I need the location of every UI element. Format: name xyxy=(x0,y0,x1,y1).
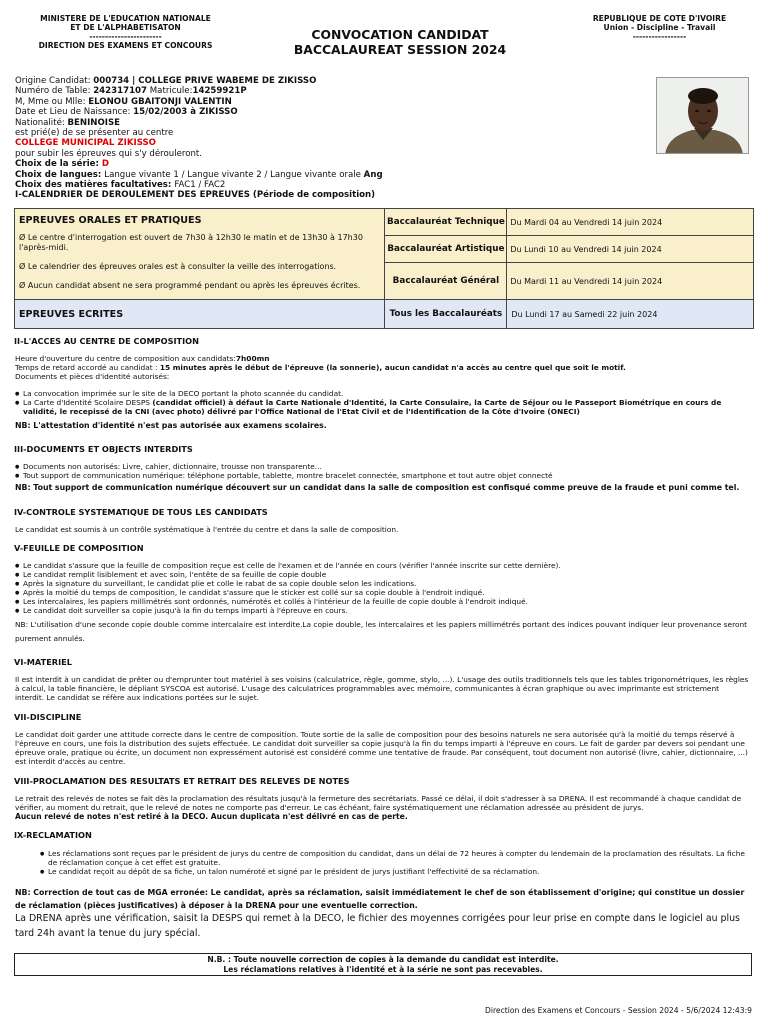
candidate-name: ELONOU GBAITONJI VALENTIN xyxy=(88,96,232,107)
section-body: Il est interdit à un candidat de prêter ou d'emprunter tout matériel à ses voisins (calculatrice, règle, gomme, stylo, ...). L'usage des outils traditionnels tels que les tables trigonométriques, les règles à calcul, la table financière, le dépliant SYSCOA est autorisé. L'usage des calculatrices programmables avec mémoire, communicantes à écran graphique ou avec imprimante est strictement interdit. Le candidat se réfère aux indications portées sur le sujet. xyxy=(15,675,749,703)
republic-name: REPUBLIQUE DE COTE D'IVOIRE xyxy=(592,14,727,23)
notice-line: Les réclamations relatives à l'identité et à la série ne sont pas recevables. xyxy=(223,965,543,974)
origin-line xyxy=(15,76,645,86)
text: La Carte d'Identité Scolaire DESPS xyxy=(23,398,153,408)
separator: ----------------- xyxy=(632,32,687,41)
drena-paragraph: La DRENA après une vérification, saisit la DESPS qui remet à la DECO, le fichier des moyennes corrigées pour leur prise en compte dans le logiciel au plus tard 24h avant la tenue du jury spécial. xyxy=(15,913,740,940)
oral-note: Ø Le centre d'interrogation est ouvert de 7h30 à 12h30 le matin et de 13h30 à 17h30 l'après-midi. xyxy=(19,233,363,252)
bac-dates: Du Mardi 04 au Vendredi 14 juin 2024 xyxy=(507,209,754,236)
label: Matricule: xyxy=(147,86,193,97)
section-title: IX-RECLAMATION xyxy=(14,830,92,840)
title-line-2: BACCALAUREAT SESSION 2024 xyxy=(293,42,507,57)
table-line xyxy=(15,86,645,96)
oral-cell xyxy=(15,209,385,300)
label: M, Mme ou Mlle: xyxy=(15,96,89,107)
section-body xyxy=(15,462,750,492)
section-body: Le candidat doit garder une attitude correcte dans le centre de composition. Toute sortie de la salle de composition pour des besoins naturels ne sera autorisée qu'à la moitié du temps réservé à l'épreuve en cours, une fois la distribution des sujets effectuée. Le candidat doit surveiller sa copie jusqu'à la fin du temps imparti à l'épreuve en cours. Le fait de garder par devers soi pendant une épreuve orale, pratique ou écrite, un document non expressément autorisé est considéré comme une tentative de fraude. Par conséquent, tout document non autorisé (livre, cahier, dictionnaire, ...) est interdit d'accès au centre. xyxy=(15,730,748,767)
opening-hour xyxy=(15,354,750,363)
bac-dates: Du Lundi 10 au Vendredi 14 juin 2024 xyxy=(507,236,754,263)
delay-line xyxy=(15,363,750,372)
notice-box xyxy=(14,953,752,976)
list-item: ● Documents non autorisés: Livre, cahier, dictionnaire, trousse non transparente... xyxy=(15,462,750,471)
section-body: Le candidat est soumis à un contrôle systématique à l'entrée du centre et dans la salle de composition. xyxy=(15,525,399,534)
exam-calendar-table xyxy=(14,208,754,329)
matricule: 14259921P xyxy=(192,86,247,97)
exam-centre: COLLEGE MUNICIPAL ZIKISSO xyxy=(15,138,156,149)
list-item: ● Le candidat remplit lisiblement et avec soin, l'entête de sa feuille de copie double xyxy=(15,570,750,579)
table-row xyxy=(15,300,754,329)
ministry-name-2: ET DE L'ALPHABETISATON xyxy=(70,23,181,32)
label: Choix de la série: xyxy=(15,159,102,170)
langue-value: Ang xyxy=(363,169,383,180)
section-title: II-L'ACCES AU CENTRE DE COMPOSITION xyxy=(14,336,199,346)
section-title: IV-CONTROLE SYSTEMATIQUE DE TOUS LES CANDIDATS xyxy=(14,507,268,517)
label: Nationalité: xyxy=(15,117,68,128)
section-title: VIII-PROCLAMATION DES RESULTATS ET RETRAIT DES RELEVES DE NOTES xyxy=(14,776,350,786)
origin-value: 000734 | COLLEGE PRIVE WABEME DE ZIKISSO xyxy=(93,76,317,86)
oral-note: Ø Aucun candidat absent ne sera programmé pendant ou après les épreuves écrites. xyxy=(19,281,361,290)
nationality-line xyxy=(15,118,645,128)
section-title: III-DOCUMENTS ET OBJECTS INTERDITS xyxy=(14,444,193,454)
table-row xyxy=(15,209,754,236)
republic-header xyxy=(572,14,747,41)
list-item: ● Après la moitié du temps de composition, le candidat s'assure que le sticker est collé sur sa copie double à l'endroit indiqué. xyxy=(15,588,750,597)
bac-dates: Du Mardi 11 au Vendredi 14 juin 2024 xyxy=(507,263,754,300)
bac-type: Tous les Baccalauréats xyxy=(385,300,507,329)
nb-note: NB: L'utilisation d'une seconde copie double comme intercalaire est interdite.La copie double, les intercalaires et les papiers millimétrés portant des indices pouvant indiquer leur provenance seront purement annulés. xyxy=(15,619,748,644)
pray-text: est prié(e) de se présenter au centre xyxy=(15,128,174,139)
langues-line xyxy=(15,170,645,180)
oral-note: Ø Le calendrier des épreuves orales est à consulter la veille des interrogations. xyxy=(19,262,337,271)
delay-value: 15 minutes après le début de l'épreuve (la sonnerie), aucun candidat n'a accès au centre quel que soit le motif. xyxy=(159,363,626,373)
list-item: ● Les intercalaires, les papiers millimétrés sont ordonnés, numérotés et collés à l'intérieur de la feuille de copie double à l'endroit indiqué. xyxy=(15,597,750,606)
name-line xyxy=(15,97,645,107)
section-body xyxy=(15,561,750,647)
bac-type: Baccalauréat Artistique xyxy=(385,236,507,263)
label: Numéro de Table: xyxy=(15,86,94,97)
section-title: I-CALENDRIER DE DEROULEMENT DES EPREUVES (Période de composition) xyxy=(15,190,376,201)
list-item: ● Le candidat doit surveiller sa copie jusqu'à la fin du temps imparti à l'épreuve en cours. xyxy=(15,606,750,615)
table-number: 242317107 xyxy=(93,86,148,97)
langues-text: Langue vivante 1 / Langue vivante 2 / Langue vivante orale xyxy=(104,169,364,180)
paragraph: Le retrait des relevés de notes se fait dès la proclamation des résultats jusqu'à la fermeture des secrétariats. Passé ce délai, il doit s'adresser à sa DRENA. Il est recommandé à chaque candidat de vérifier, au moment du retrait, que le relevé de notes ne comporte pas d'erreur. Le cas échéant, faire systématiquement une réclamation adressée au président de jurys. xyxy=(15,794,742,813)
list-item xyxy=(15,398,750,416)
section-title: V-FEUILLE DE COMPOSITION xyxy=(14,543,144,553)
label: Choix des matières facultatives: xyxy=(15,180,175,191)
bac-type: Baccalauréat Général xyxy=(385,263,507,300)
calendar-heading xyxy=(15,190,645,200)
list-item: ● La convocation imprimée sur le site de la DECO portant la photo scannée du candidat. xyxy=(15,389,750,398)
person-photo-icon xyxy=(657,78,749,154)
notice-line: N.B. : Toute nouvelle correction de copies à la demande du candidat est interdite. xyxy=(207,955,559,964)
documents-label: Documents et pièces d'identité autorisés: xyxy=(15,372,170,382)
composition-list xyxy=(15,561,750,616)
label: Temps de retard accordé au candidat : xyxy=(15,363,160,373)
section-body xyxy=(15,354,750,430)
forbidden-list xyxy=(15,462,750,480)
oral-title: EPREUVES ORALES ET PRATIQUES xyxy=(19,215,202,226)
serie-line xyxy=(15,159,645,169)
label: Date et Lieu de Naissance: xyxy=(15,107,134,118)
bac-type: Baccalauréat Technique xyxy=(385,209,507,236)
list-item: ● Après la signature du surveillant, le candidat plie et colle le rabat de sa copie double selon les indications. xyxy=(15,579,750,588)
nationality: BENINOISE xyxy=(67,117,121,128)
section-title: VI-MATERIEL xyxy=(14,657,72,667)
nb-note: NB: Correction de tout cas de MGA erronée: Le candidat, après sa réclamation, saisit immédiatement le chef de son établissement d'origine; qui constitue un dossier de réclamation (pièces justificatives) à déposer à la DRENA pour une eventuelle correction. xyxy=(15,888,745,910)
documents-list xyxy=(15,389,750,416)
ministry-name: MINISTERE DE L'EDUCATION NATIONALE xyxy=(40,14,211,23)
page-footer: Direction des Examens et Concours - Session 2024 - 5/6/2024 12:43:9 xyxy=(485,1006,752,1015)
bac-dates: Du Lundi 17 au Samedi 22 juin 2024 xyxy=(507,300,754,329)
ministry-header xyxy=(18,14,233,50)
section-title: VII-DISCIPLINE xyxy=(14,712,82,722)
nb-note: NB: L'attestation d'identité n'est pas autorisée aux examens scolaires. xyxy=(15,420,327,430)
candidate-info xyxy=(15,76,645,201)
motto: Union - Discipline - Travail xyxy=(603,23,716,32)
label: Origine Candidat: xyxy=(15,76,94,86)
text-bold: (candidat officiel) à défaut la Carte Nationale d'Identité, la Carte Consulaire, la Carte de Séjour ou le Passeport Biométrique en cours de validité, le recepissé de la CNI (avec photo) délivré par l'Office National de l'Etat Civil et de l'Identification de la Côte d'Ivoire (ONECI) xyxy=(23,398,722,417)
opening-time: 7h00mn xyxy=(235,354,270,363)
section-body xyxy=(15,794,750,821)
birth-value: 15/02/2003 à ZIKISSO xyxy=(133,107,238,118)
facultatives-line xyxy=(15,180,645,190)
title-line-1: CONVOCATION CANDIDAT xyxy=(311,27,489,42)
list-item: ● Le candidat reçoit au dépôt de sa fiche, un talon numéroté et signé par le président de jurys justifiant l'effectivité de sa réclamation. xyxy=(15,867,750,876)
birth-line xyxy=(15,107,645,117)
serie-value: D xyxy=(101,159,110,170)
label: Choix de langues: xyxy=(15,169,105,180)
facultatives-value: FAC1 / FAC2 xyxy=(174,180,226,191)
ecrit-title: EPREUVES ECRITES xyxy=(15,300,385,329)
reclamation-list xyxy=(15,849,750,876)
nb-note: Aucun relevé de notes n'est retiré à la DECO. Aucun duplicata n'est délivré en cas de perte. xyxy=(15,812,408,822)
nb-note: NB: Tout support de communication numérique découvert sur un candidat dans la salle de composition est confisqué comme preuve de la fraude et puni comme tel. xyxy=(15,483,740,493)
separator: ----------------------- xyxy=(89,32,162,41)
list-item: ● Le candidat s'assure que la feuille de composition reçue est celle de l'examen et de l'année en cours (vérifier l'année inscrite sur cette dernière). xyxy=(15,561,750,570)
list-item: ● Les réclamations sont reçues par le président de jurys du centre de composition du candidat, dans un délai de 72 heures à compter du lendemain de la proclamation des résultats. La fiche de réclamation conçue à cet effet est gratuite. xyxy=(15,849,750,867)
document-title xyxy=(250,27,550,57)
list-item: ● Tout support de communication numérique: téléphone portable, tablette, montre bracelet connectée, smartphone et tout autre objet connecté xyxy=(15,471,750,480)
label: Heure d'ouverture du centre de composition aux candidats: xyxy=(15,354,236,363)
subir-text: pour subir les épreuves qui s'y dérouleront. xyxy=(15,148,203,159)
direction-name: DIRECTION DES EXAMENS ET CONCOURS xyxy=(38,41,213,50)
candidate-photo xyxy=(656,77,749,154)
section-body xyxy=(15,849,750,876)
